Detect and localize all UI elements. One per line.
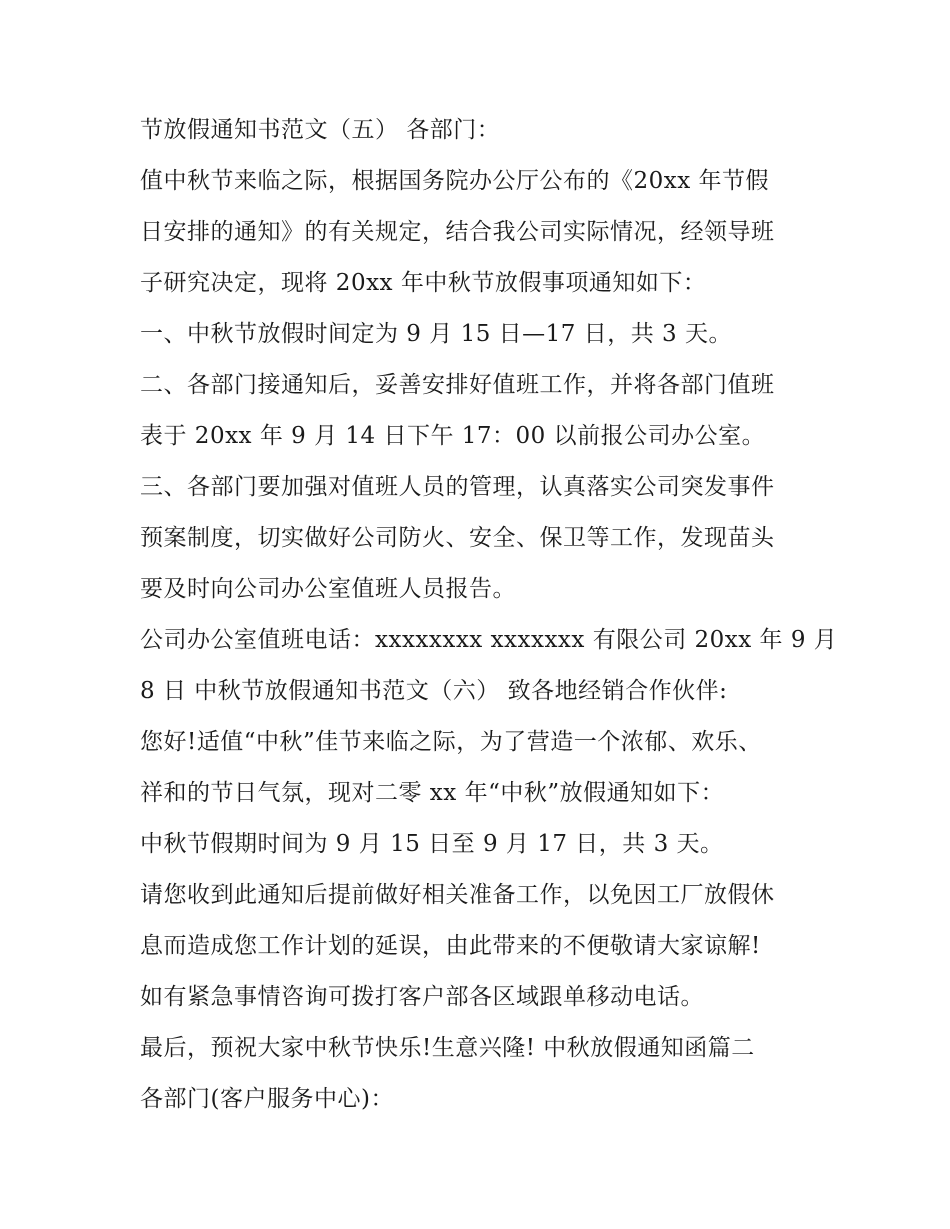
text-line: 您好!适值“中秋”佳节来临之际，为了营造一个浓郁、欢乐、	[140, 729, 762, 755]
text-line: 预案制度，切实做好公司防火、安全、保卫等工作，发现苗头	[140, 525, 775, 551]
text-line: 如有紧急事情咨询可拨打客户部各区域跟单移动电话。	[140, 984, 704, 1010]
text-line: 8 日 中秋节放假通知书范文（六） 致各地经销合作伙伴:	[140, 678, 728, 704]
text-line: 各部门(客户服务中心)：	[140, 1086, 394, 1112]
text-line: 一、中秋节放假时间定为 9 月 15 日—17 日，共 3 天。	[140, 321, 732, 347]
text-line: 公司办公室值班电话：xxxxxxxx xxxxxxx 有限公司 20xx 年 9 月	[140, 627, 838, 653]
text-line: 值中秋节来临之际，根据国务院办公厅公布的《20xx 年节假	[140, 168, 770, 194]
text-line: 请您收到此通知后提前做好相关准备工作，以免因工厂放假休	[140, 882, 775, 908]
text-line: 中秋节假期时间为 9 月 15 日至 9 月 17 日，共 3 天。	[140, 831, 724, 857]
text-line: 表于 20xx 年 9 月 14 日下午 17：00 以前报公司办公室。	[140, 423, 766, 449]
document-body	[140, 110, 838, 1130]
text-line: 最后，预祝大家中秋节快乐!生意兴隆! 中秋放假通知函篇二	[140, 1035, 755, 1061]
text-line: 二、各部门接通知后，妥善安排好值班工作，并将各部门值班	[140, 372, 775, 398]
text-line: 子研究决定，现将 20xx 年中秋节放假事项通知如下：	[140, 270, 707, 296]
text-line: 日安排的通知》的有关规定，结合我公司实际情况，经领导班	[140, 219, 775, 245]
text-line: 祥和的节日气氛，现对二零 xx 年“中秋”放假通知如下：	[140, 780, 725, 806]
text-line: 节放假通知书范文（五） 各部门：	[140, 117, 501, 143]
text-line: 要及时向公司办公室值班人员报告。	[140, 576, 516, 602]
text-line: 三、各部门要加强对值班人员的管理，认真落实公司突发事件	[140, 474, 775, 500]
text-line: 息而造成您工作计划的延误，由此带来的不便敬请大家谅解!	[140, 933, 761, 959]
